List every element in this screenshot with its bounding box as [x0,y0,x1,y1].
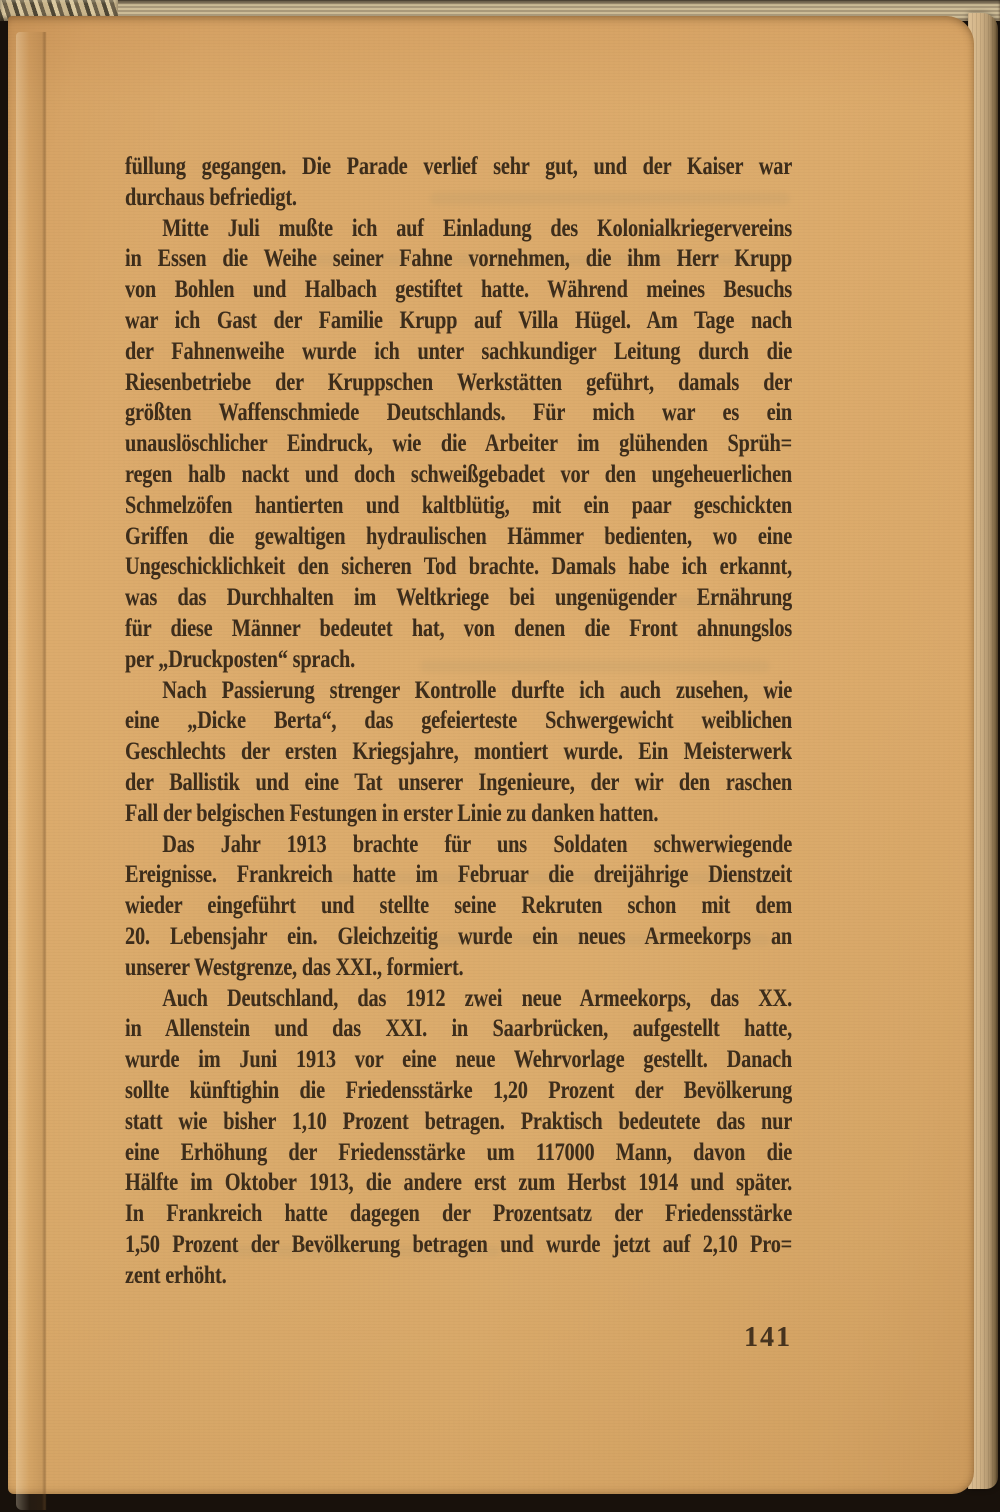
text-line: Mitte Juli mußte ich auf Einladung des Kolonialkriegervereins [162,214,793,242]
text-line: größten Waffenschmiede Deutschlands. Für mich war es ein [125,399,793,427]
page-number: 141 [744,1322,792,1353]
text-line: statt wie bisher 1,10 Prozent betragen. Praktisch bedeutete das nur [125,1107,793,1135]
text-line: durchaus befriedigt. [125,183,297,211]
text-line: Auch Deutschland, das 1912 zwei neue Armeekorps, das XX. [162,984,793,1012]
text-line: Geschlechts der ersten Kriegsjahre, montiert wurde. Ein Meisterwerk [125,738,793,766]
text-line: in Essen die Weihe seiner Fahne vornehmen, die ihm Herr Krupp [125,245,793,273]
text-line: von Bohlen und Halbach gestiftet hatte. Während meines Besuchs [125,276,793,304]
text-line: 1,50 Prozent der Bevölkerung betragen und wurde jetzt auf 2,10 Pro= [125,1230,793,1258]
text-line: Fall der belgischen Festungen in erster Linie zu danken hatten. [125,799,659,827]
text-line: eine Erhöhung der Friedensstärke um 117000 Mann, davon die [125,1138,793,1166]
text-line: war ich Gast der Familie Krupp auf Villa Hügel. Am Tage nach [125,306,793,334]
text-line: Schmelzöfen hantierten und kaltblütig, mit ein paar geschickten [125,491,793,519]
text-line: Ungeschicklichkeit den sicheren Tod brachte. Damals habe ich erkannt, [125,553,793,581]
text-line: sollte künftighin die Friedensstärke 1,20 Prozent der Bevölkerung [125,1076,793,1104]
text-line: in Allenstein und das XXI. in Saarbrücken, aufgestellt hatte, [125,1015,793,1043]
text-line: für diese Männer bedeutet hat, von denen die Front ahnungslos [125,614,793,642]
gutter-crease [42,32,47,1510]
text-line: wieder eingeführt und stellte seine Rekruten schon mit dem [125,892,793,920]
text-line: füllung gegangen. Die Parade verlief sehr gut, und der Kaiser war [125,153,793,180]
text-line: Hälfte im Oktober 1913, die andere erst zum Herbst 1914 und später. [125,1169,793,1197]
text-line: Riesenbetriebe der Kruppschen Werkstätten geführt, damals der [125,368,793,396]
text-line: unserer Westgrenze, das XXI., formiert. [125,953,464,981]
text-line: was das Durchhalten im Weltkriege bei ungenügender Ernährung [125,584,793,612]
text-line: der Ballistik und eine Tat unserer Ingenieure, der wir den raschen [125,768,793,796]
text-line: eine „Dicke Berta“, das gefeierteste Schwergewicht weiblichen [125,707,793,735]
text-line: per „Druckposten“ sprach. [125,645,356,673]
text-line: der Fahnenweihe wurde ich unter sachkundiger Leitung durch die [125,337,793,365]
text-line: Griffen die gewaltigen hydraulischen Hämmer bedienten, wo eine [125,522,793,550]
text-block [125,152,792,1291]
text-line: 20. Lebensjahr ein. Gleichzeitig wurde ein neues Armeekorps an [125,922,793,950]
text-line: Das Jahr 1913 brachte für uns Soldaten schwerwiegende [162,830,793,858]
text-line: zent erhöht. [125,1261,227,1289]
text-line: wurde im Juni 1913 vor eine neue Wehrvorlage gestellt. Danach [125,1046,793,1074]
text-line: Ereignisse. Frankreich hatte im Februar die dreijährige Dienstzeit [125,861,793,889]
text-line: Nach Passierung strenger Kontrolle durfte ich auch zusehen, wie [162,676,793,704]
text-line: regen halb nackt und doch schweißgebadet vor den ungeheuerlichen [125,460,793,488]
text-line: unauslöschlicher Eindruck, wie die Arbeiter im glühenden Sprüh= [125,430,793,458]
text-line: In Frankreich hatte dagegen der Prozentsatz der Friedensstärke [125,1200,793,1228]
